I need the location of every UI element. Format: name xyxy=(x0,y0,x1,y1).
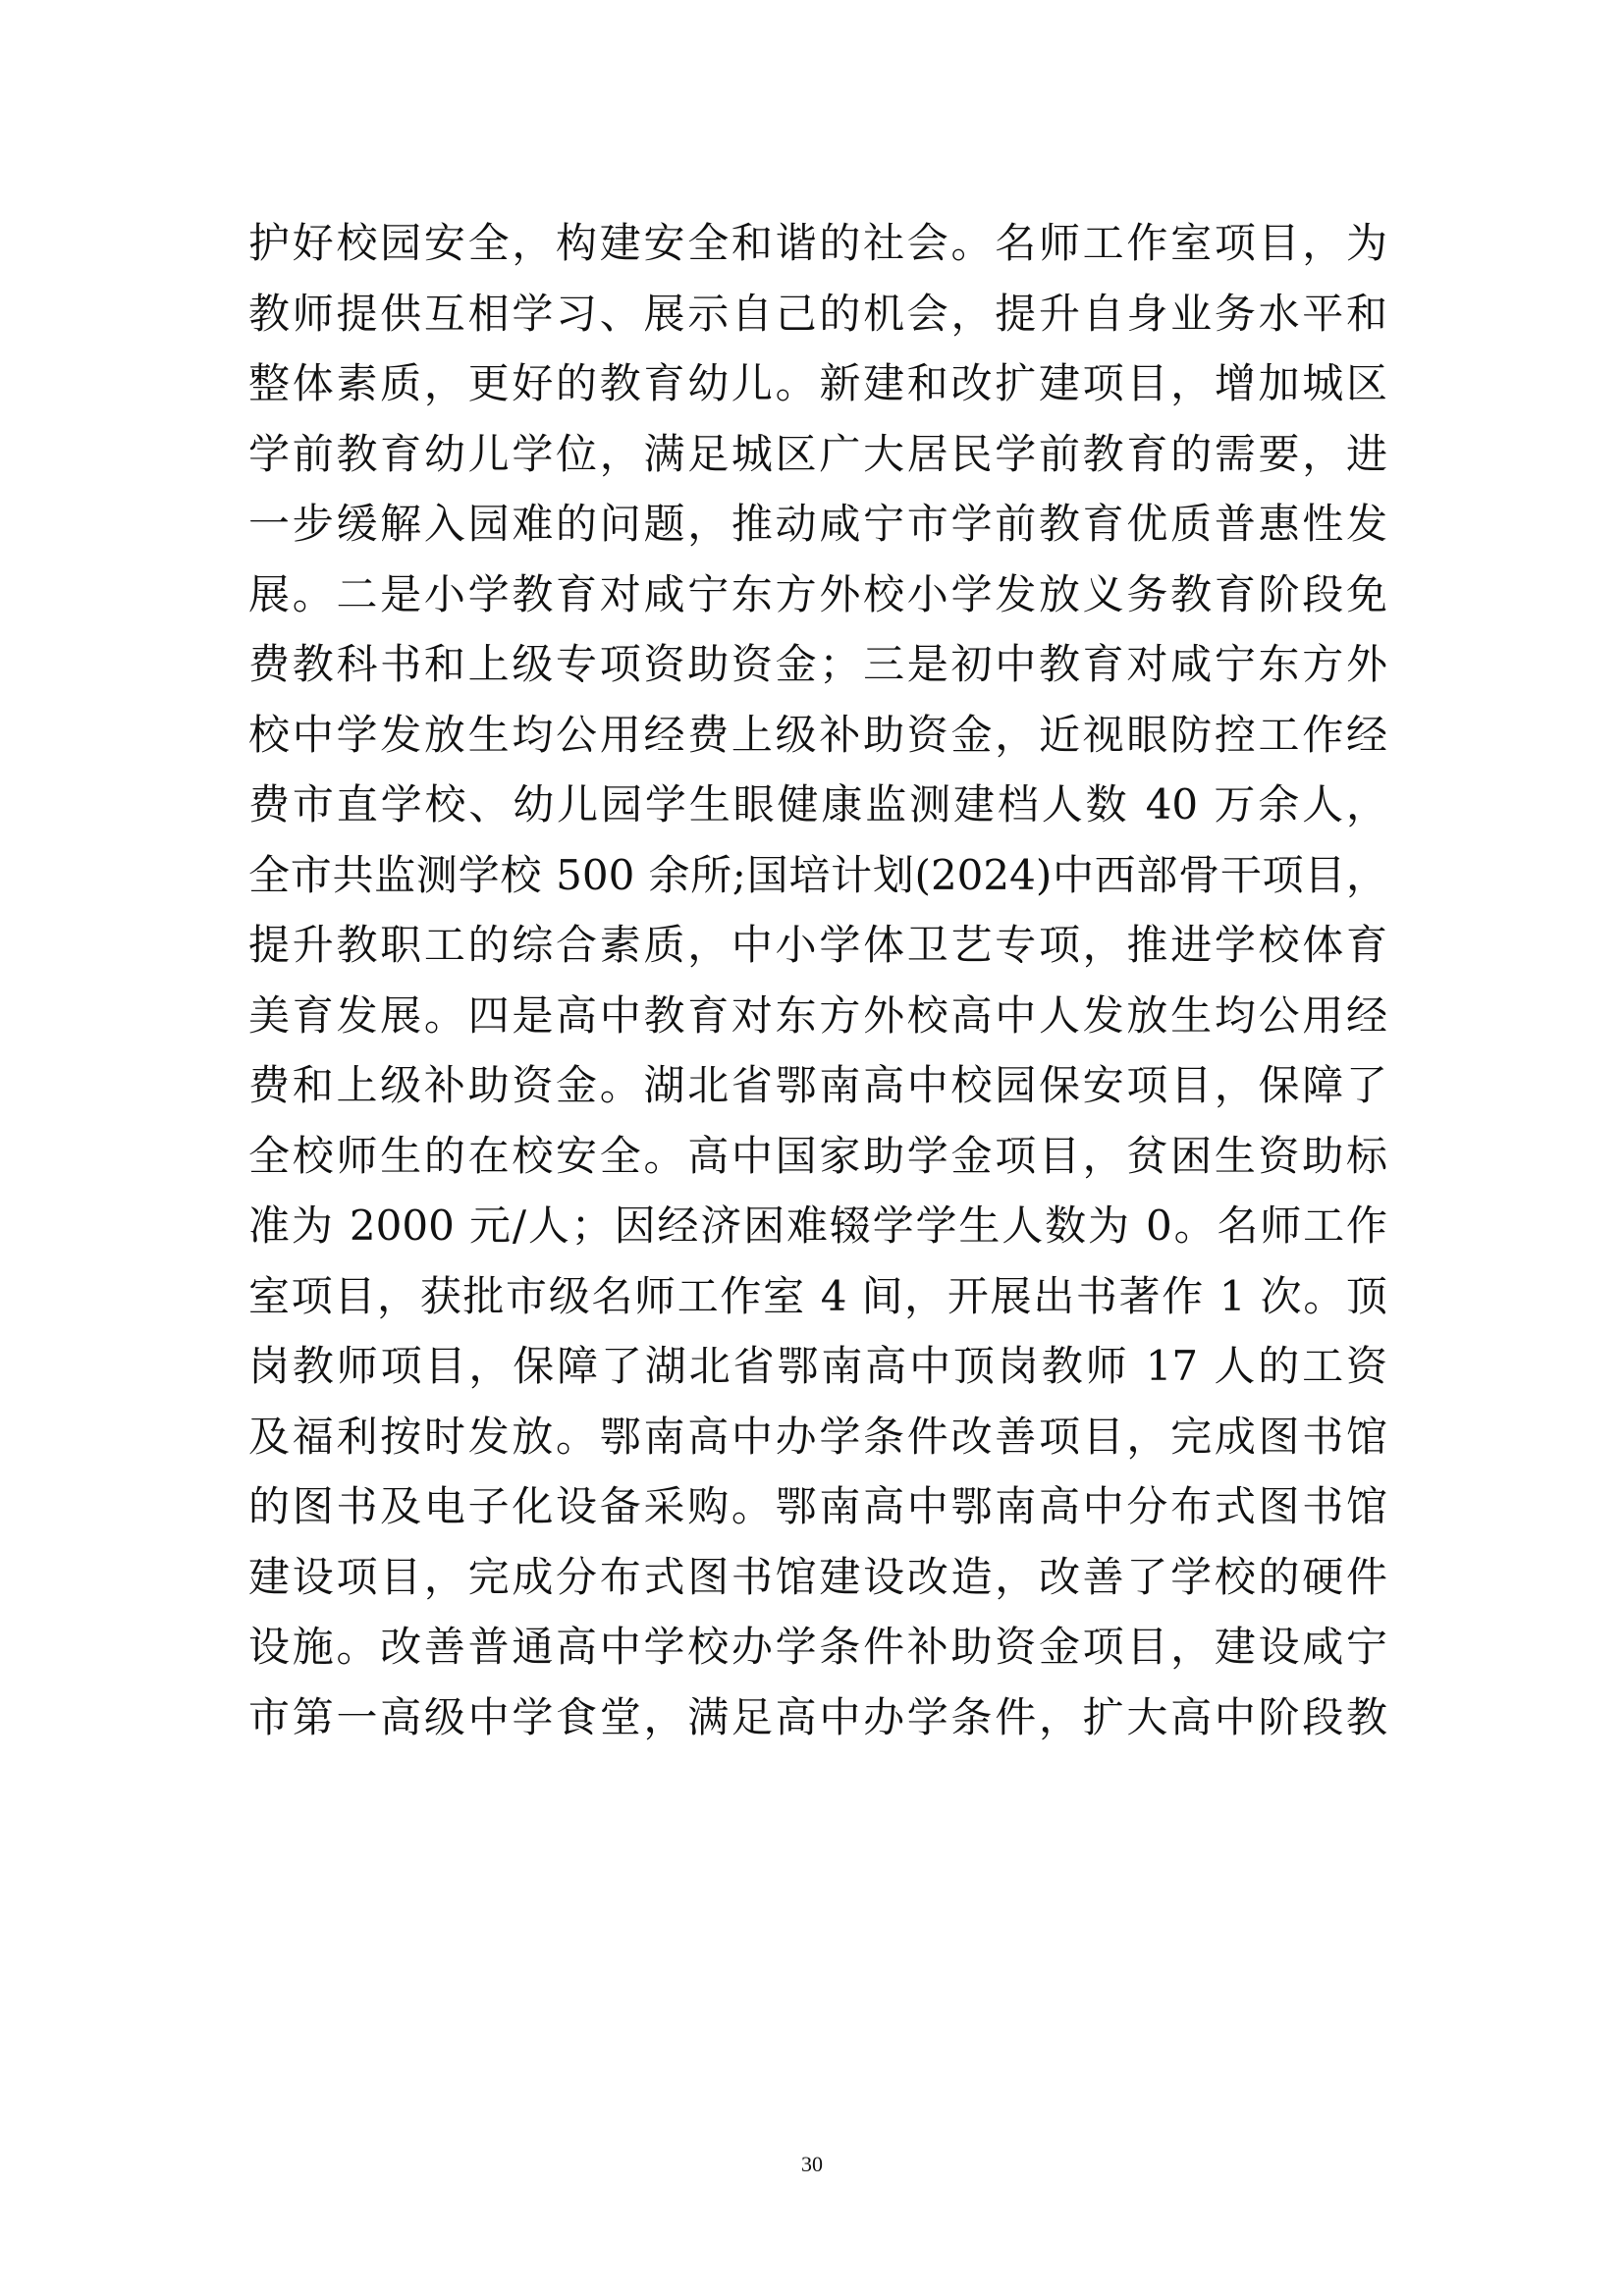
text-line: 整体素质，更好的教育幼儿。新建和改扩建项目，增加城区 xyxy=(248,359,1387,407)
text-line: 一步缓解入园难的问题，推动咸宁市学前教育优质普惠性发 xyxy=(248,500,1387,548)
page-number: 30 xyxy=(801,2152,823,2176)
body-text xyxy=(248,208,1387,1752)
text-line: 教师提供互相学习、展示自己的机会，提升自身业务水平和 xyxy=(248,289,1387,338)
text-line: 准为 2000 元/人；因经济困难辍学学生人数为 0。名师工作 xyxy=(248,1201,1387,1250)
text-line: 建设项目，完成分布式图书馆建设改造，改善了学校的硬件 xyxy=(248,1552,1387,1601)
text-line: 岗教师项目，保障了湖北省鄂南高中顶岗教师 17 人的工资 xyxy=(248,1342,1387,1390)
text-line: 展。二是小学教育对咸宁东方外校小学发放义务教育阶段免 xyxy=(248,569,1387,618)
text-line: 费和上级补助资金。湖北省鄂南高中校园保安项目，保障了 xyxy=(248,1061,1387,1109)
text-line: 费教科书和上级专项资助资金；三是初中教育对咸宁东方外 xyxy=(248,640,1387,688)
text-line: 提升教职工的综合素质，中小学体卫艺专项，推进学校体育 xyxy=(248,921,1387,969)
text-line: 美育发展。四是高中教育对东方外校高中人发放生均公用经 xyxy=(248,990,1387,1040)
text-line: 设施。改善普通高中学校办学条件补助资金项目，建设咸宁 xyxy=(248,1623,1387,1671)
text-line: 全市共监测学校 500 余所;国培计划(2024)中西部骨干项目， xyxy=(248,850,1387,899)
text-line: 及福利按时发放。鄂南高中办学条件改善项目，完成图书馆 xyxy=(248,1412,1387,1461)
text-line: 室项目，获批市级名师工作室 4 间，开展出书著作 1 次。顶 xyxy=(248,1271,1387,1320)
text-line: 费市直学校、幼儿园学生眼健康监测建档人数 40 万余人， xyxy=(248,780,1387,828)
text-line: 护好校园安全，构建安全和谐的社会。名师工作室项目，为 xyxy=(248,219,1387,267)
text-line: 全校师生的在校安全。高中国家助学金项目，贫困生资助标 xyxy=(248,1131,1387,1180)
text-line: 的图书及电子化设备采购。鄂南高中鄂南高中分布式图书馆 xyxy=(248,1482,1387,1530)
text-line: 市第一高级中学食堂，满足高中办学条件，扩大高中阶段教 xyxy=(248,1692,1387,1741)
text-line: 学前教育幼儿学位，满足城区广大居民学前教育的需要，进 xyxy=(248,429,1387,478)
text-line: 校中学发放生均公用经费上级补助资金，近视眼防控工作经 xyxy=(248,710,1387,759)
